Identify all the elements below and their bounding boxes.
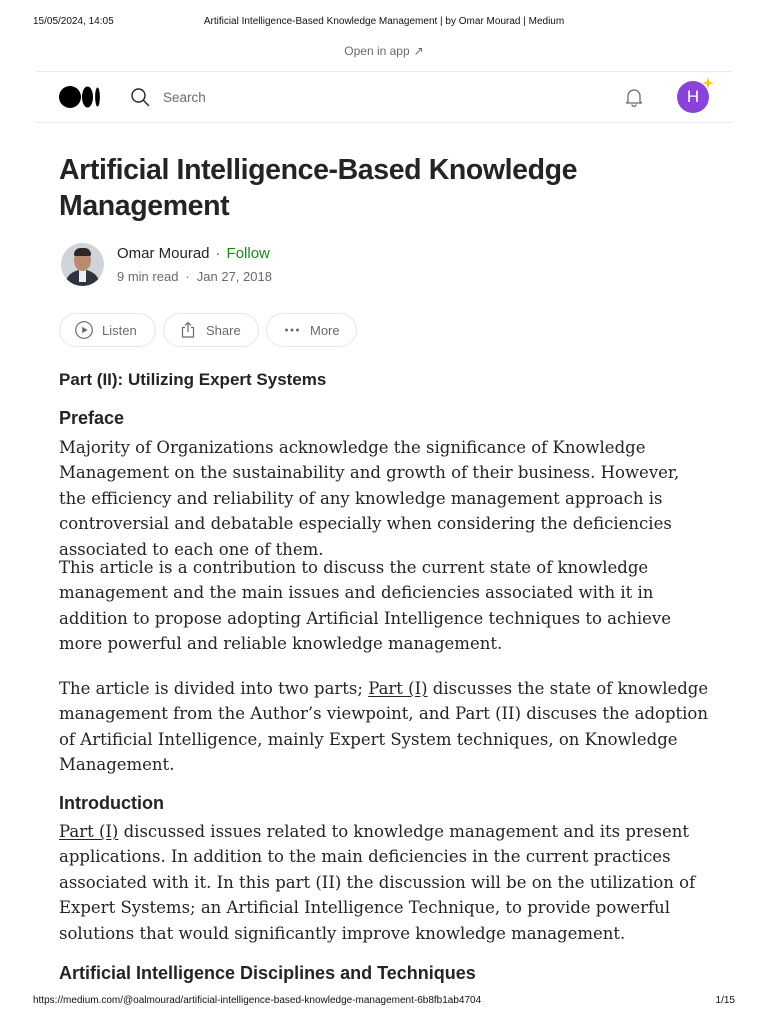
- print-datetime: 15/05/2024, 14:05: [33, 16, 114, 27]
- article-meta: [117, 269, 272, 284]
- part-one-link[interactable]: Part (I): [368, 679, 428, 698]
- more-button[interactable]: [266, 313, 357, 347]
- print-url: https://medium.com/@oalmourad/artificial-intelligence-based-knowledge-management-6b8fb1ab4704: [33, 995, 482, 1006]
- search-placeholder: Search: [163, 89, 206, 105]
- publish-date: Jan 27, 2018: [196, 269, 272, 284]
- print-page-title: Artificial Intelligence-Based Knowledge Management | by Omar Mourad | Medium: [203, 16, 565, 27]
- membership-star-icon: [702, 77, 714, 89]
- preface-paragraph-2: This article is a contribution to discuss the current state of knowledge management and the main issues and deficiencies associated with it in addition to propose adopting Artificial Intelligence techniques to achieve more powerful and reliable knowledge management.: [59, 558, 671, 654]
- share-label: Share: [206, 322, 241, 338]
- listen-label: Listen: [102, 322, 137, 338]
- avatar-shirt: [79, 270, 86, 282]
- share-button[interactable]: [163, 313, 259, 347]
- author-line: [117, 245, 270, 262]
- author-separator: ·: [215, 245, 221, 262]
- article-title: Artificial Intelligence-Based Knowledge Management: [59, 154, 578, 222]
- medium-logo-icon[interactable]: [59, 86, 101, 108]
- bell-icon[interactable]: [623, 86, 645, 108]
- user-initial: H: [686, 87, 700, 106]
- p4-text-after: discussed issues related to knowledge management and its present applications. In addition to the main deficiencies in the current practices associated with it. In this part (II) the discussion will be on the utilization of Expert Systems; an Artificial Intelligence Technique, to provide powerful solutions that would significantly improve knowledge management.: [59, 822, 696, 943]
- more-label: More: [310, 322, 340, 338]
- p3-text-after: discusses the state of knowledge management from the Author’s viewpoint, and Part (II) discuses the adoption of Artificial Intelligence, mainly Expert System techniques, on Knowledge Management.: [59, 679, 709, 775]
- preface-paragraph-3: [59, 676, 711, 778]
- open-in-app-link[interactable]: [0, 44, 768, 58]
- preface-heading: Preface: [59, 408, 125, 428]
- open-in-app-label: Open in app: [344, 44, 410, 58]
- author-name[interactable]: Omar Mourad: [117, 245, 210, 262]
- external-arrow-icon: ↗: [413, 44, 424, 58]
- listen-button[interactable]: [59, 313, 156, 347]
- top-nav: [36, 72, 732, 122]
- print-footer: [33, 995, 735, 1009]
- user-avatar[interactable]: [677, 81, 709, 113]
- share-icon: [178, 320, 198, 340]
- preface-paragraph-1: Majority of Organizations acknowledge the significance of Knowledge Management on the sustainability and growth of their business. However, the efficiency and reliability of any knowledge management approach is controversial and debatable especially when considering the deficiencies associated to each one of them.: [59, 438, 680, 559]
- introduction-paragraph: [59, 819, 711, 946]
- follow-button[interactable]: Follow: [226, 245, 270, 262]
- more-dots-icon: [282, 320, 302, 340]
- meta-separator: ·: [185, 269, 190, 284]
- nav-divider: [36, 122, 732, 123]
- play-icon: [74, 320, 94, 340]
- part-one-link-intro[interactable]: Part (I): [59, 822, 119, 841]
- search-bar[interactable]: [130, 87, 206, 107]
- p3-text-before: The article is divided into two parts;: [59, 679, 369, 698]
- avatar-hair: [74, 248, 91, 256]
- search-icon: [130, 87, 150, 107]
- print-header: [33, 16, 735, 30]
- read-time: 9 min read: [117, 269, 179, 284]
- ai-disciplines-heading: Artificial Intelligence Disciplines and Techniques: [59, 963, 476, 983]
- article-subtitle: Part (II): Utilizing Expert Systems: [59, 370, 327, 389]
- author-avatar[interactable]: [61, 243, 104, 286]
- introduction-heading: Introduction: [59, 793, 164, 813]
- print-page-number: 1/15: [715, 995, 735, 1006]
